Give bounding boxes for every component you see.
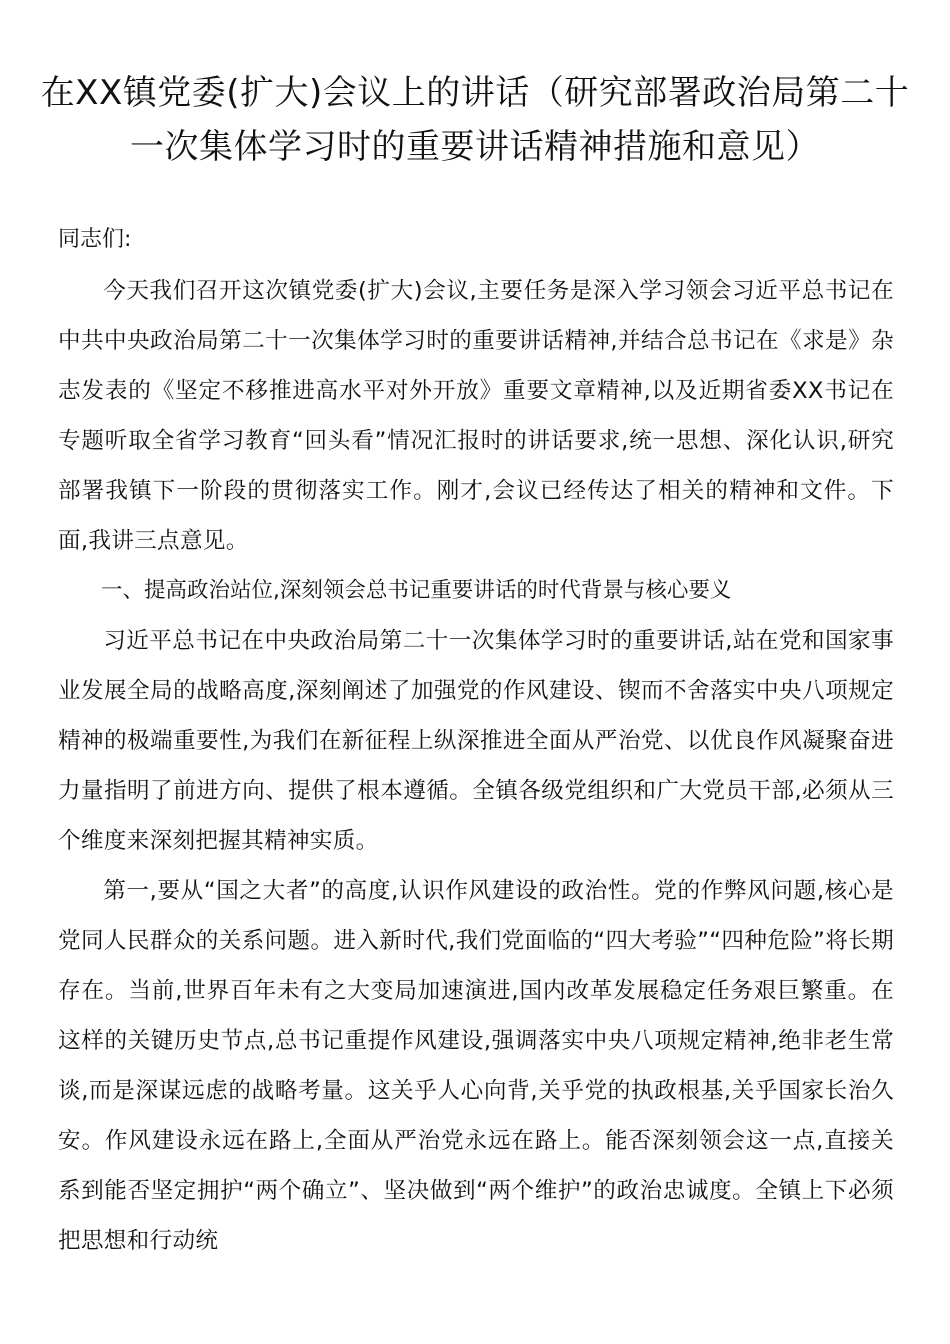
paragraph-section-1: 习近平总书记在中央政治局第二十一次集体学习时的重要讲话,站在党和国家事业发展全局的战略高度,深刻阐述了加强党的作风建设、锲而不舍落实中央八项规定精神的极端重要性,为我们在新征程上纵深推进全面从严治党、以优良作风凝聚奋进力量指明了前进方向、提供了根本遵循。全镇各级党组织和广大党员干部,必须从三个维度来深刻把握其精神实质。 — [58, 628, 894, 854]
section-heading-1: 一、提高政治站位,深刻领会总书记重要讲话的时代背景与核心要义 — [101, 578, 732, 603]
paragraph-intro: 今天我们召开这次镇党委(扩大)会议,主要任务是深入学习领会习近平总书记在中共中央政治局第二十一次集体学习时的重要讲话精神,并结合总书记在《求是》杂志发表的《坚定不移推进高水平对外开放》重要文章精神,以及近期省委XX书记在专题听取全省学习教育“回头看”情况汇报时的讲话要求,统一思想、深化认识,研究部署我镇下一阶段的贯彻落实工作。刚才,会议已经传达了相关的精神和文件。下面,我讲三点意见。 — [58, 278, 894, 554]
document-body — [58, 266, 894, 1266]
paragraph-point-1: 第一,要从“国之大者”的高度,认识作风建设的政治性。党的作弊风问题,核心是党同人民群众的关系问题。进入新时代,我们党面临的“四大考验”“四种危险”将长期存在。当前,世界百年未有之大变局加速演进,国内改革发展稳定任务艰巨繁重。在这样的关键历史节点,总书记重提作风建设,强调落实中央八项规定精神,绝非老生常谈,而是深谋远虑的战略考量。这关乎人心向背,关乎党的执政根基,关乎国家长治久安。作风建设永远在路上,全面从严治党永远在路上。能否深刻领会这一点,直接关系到能否坚定拥护“两个确立”、坚决做到“两个维护”的政治忠诚度。全镇上下必须把思想和行动统 — [58, 878, 894, 1254]
document-title: 在XX镇党委(扩大)会议上的讲话（研究部署政治局第二十一次集体学习时的重要讲话精神措施和意见） — [40, 73, 910, 167]
salutation: 同志们: — [58, 227, 132, 252]
